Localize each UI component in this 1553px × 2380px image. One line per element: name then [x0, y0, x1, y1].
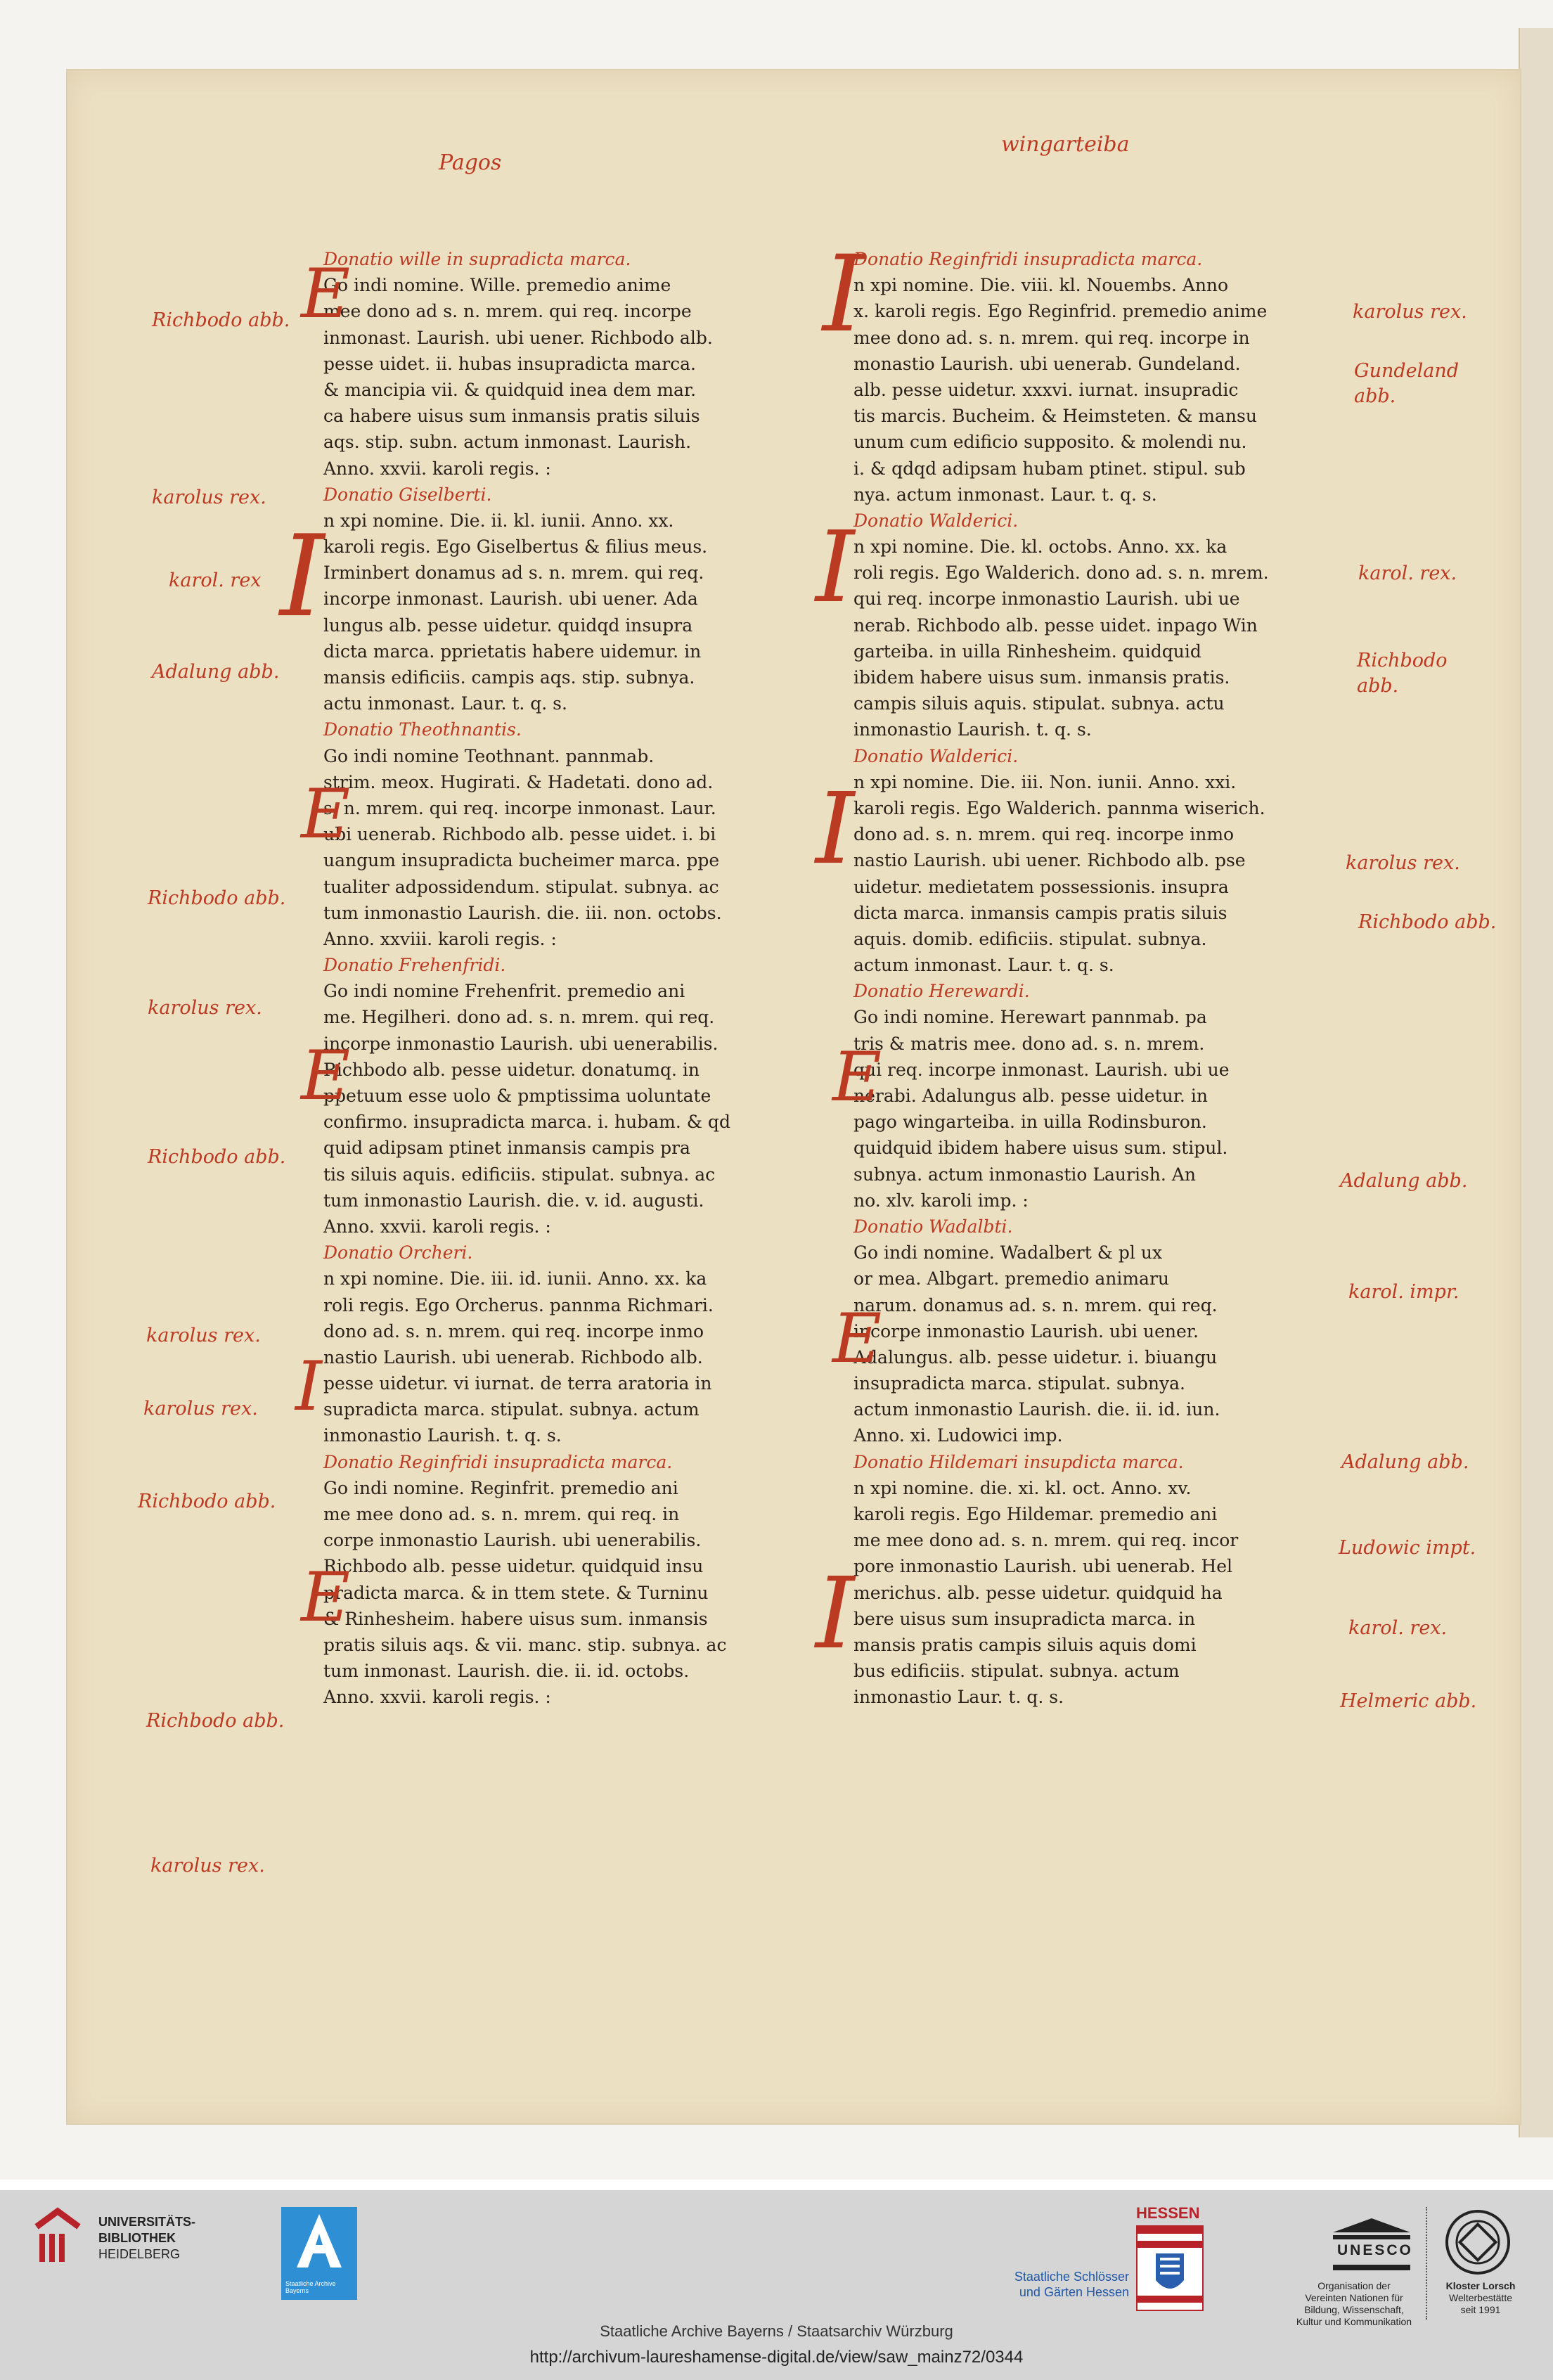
- initial-letter: E: [301, 775, 351, 854]
- margin-note: karol. rex.: [1358, 562, 1457, 584]
- text-line: i. & qdqd adipsam hubam ptinet. stipul. sub: [853, 458, 1246, 479]
- text-line: insupradicta marca. stipulat. subnya.: [853, 1373, 1185, 1394]
- text-line: Go indi nomine Frehenfrit. premedio ani: [323, 981, 685, 1002]
- charter-entry: [323, 1240, 730, 1449]
- initial-letter: E: [832, 1299, 882, 1378]
- text-line: bere uisus sum insupradicta marca. in: [853, 1608, 1196, 1629]
- text-line: karoli regis. Ego Giselbertus & filius meus.: [323, 536, 708, 558]
- text-line: incorpe inmonastio Laurish. ubi uenerabilis.: [323, 1033, 718, 1054]
- text-line: tis marcis. Bucheim. & Heimsteten. & mansu: [853, 406, 1257, 427]
- text-line: & mancipia vii. & quidquid inea dem mar.: [323, 379, 697, 400]
- text-line: uidetur. medietatem possessionis. insupra: [853, 876, 1229, 897]
- margin-note: Richbodo abb.: [1358, 911, 1497, 933]
- margin-note: Richbodo abb.: [138, 1491, 276, 1512]
- lorsch-line: Kloster Lorsch: [1445, 2280, 1516, 2291]
- text-line: mansis edificiis. campis aqs. stip. subnya.: [323, 667, 695, 688]
- next-page-edge: [1519, 28, 1553, 2137]
- charter-rubric: Donatio Hildemari insupdicta marca.: [853, 1451, 1184, 1472]
- charter-rubric: Donatio Frehenfridi.: [323, 955, 506, 976]
- text-line: inmonastio Laur. t. q. s.: [853, 1687, 1064, 1708]
- unesco-label: [1284, 2280, 1424, 2328]
- text-line: quid adipsam ptinet inmansis campis pra: [323, 1138, 690, 1159]
- margin-note: karol. rex.: [1348, 1617, 1448, 1639]
- hessen-label: [984, 2269, 1129, 2300]
- charter-entry: [853, 1449, 1269, 1711]
- text-line: unum cum edificio supposito. & molendi nu.: [853, 432, 1247, 453]
- text-line: garteiba. in uilla Rinhesheim. quidquid: [853, 641, 1201, 662]
- text-line: supradicta marca. stipulat. subnya. actum: [323, 1399, 700, 1420]
- text-line: quidquid ibidem habere uisus sum. stipul.: [853, 1138, 1228, 1159]
- margin-note: karol. rex: [169, 570, 262, 591]
- text-line: qui req. incorpe inmonastio Laurish. ubi ue: [853, 588, 1240, 610]
- text-line: me. Hegilheri. dono ad. s. n. mrem. qui req.: [323, 1007, 715, 1028]
- margin-note: Adalung abb.: [1340, 1170, 1468, 1192]
- text-line: actum inmonast. Laur. t. q. s.: [853, 955, 1114, 976]
- charter-rubric: Donatio Walderici.: [853, 510, 1019, 531]
- text-line: actum inmonastio Laurish. die. ii. id. iun.: [853, 1399, 1220, 1420]
- text-line: incorpe inmonast. Laurish. ubi uener. Ada: [323, 588, 698, 610]
- margin-note: Adalung abb.: [152, 661, 280, 683]
- initial-letter: E: [301, 255, 351, 333]
- text-line: ca habere uisus sum inmansis pratis siluis: [323, 406, 700, 427]
- text-line: lungus alb. pesse uidetur. quidqd insupra: [323, 615, 693, 636]
- text-line: incorpe inmonastio Laurish. ubi uener.: [853, 1320, 1199, 1342]
- text-line: ibidem habere uisus sum. inmansis pratis.: [853, 667, 1230, 688]
- text-line: mansis pratis campis siluis aquis domi: [853, 1634, 1197, 1655]
- text-line: tum inmonastio Laurish. die. iii. non. octobs.: [323, 902, 722, 923]
- text-line: narum. donamus ad. s. n. mrem. qui req.: [853, 1294, 1218, 1316]
- initial-letter: I: [816, 1557, 855, 1671]
- text-line: karoli regis. Ego Walderich. pannma wiserich.: [853, 797, 1265, 818]
- initial-letter: I: [823, 233, 865, 356]
- lorsch-line: seit 1991: [1460, 2304, 1501, 2315]
- text-line: roli regis. Ego Walderich. dono ad. s. n. mrem.: [853, 562, 1269, 584]
- text-line: Go indi nomine. Reginfrit. premedio ani: [323, 1477, 678, 1498]
- initial-letter: E: [832, 1038, 882, 1117]
- margin-note: karolus rex.: [1353, 301, 1467, 323]
- initial-letter: I: [280, 510, 325, 642]
- footer-bar: [0, 2190, 1553, 2380]
- hessen-title: HESSEN: [1136, 2204, 1200, 2222]
- text-line: Anno. xxviii. karoli regis. :: [323, 928, 557, 949]
- ub-heidelberg-label: [98, 2214, 195, 2263]
- text-line: n xpi nomine. Die. viii. kl. Nouembs. Anno: [853, 275, 1229, 296]
- text-line: dono ad. s. n. mrem. qui req. incorpe inmo: [323, 1320, 704, 1342]
- charter-rubric: Donatio Walderici.: [853, 745, 1019, 766]
- text-line: confirmo. insupradicta marca. i. hubam. & qd: [323, 1112, 730, 1133]
- text-line: qui req. incorpe inmonast. Laurish. ubi ue: [853, 1059, 1230, 1080]
- text-line: nastio Laurish. ubi uenerab. Richbodo alb.: [323, 1346, 703, 1368]
- world-heritage-emblem-icon[interactable]: [1444, 2208, 1512, 2276]
- unesco-temple-icon[interactable]: [1327, 2215, 1416, 2275]
- charter-entry: [323, 246, 730, 482]
- margin-note: karolus rex.: [148, 997, 262, 1019]
- text-line: pore inmonastio Laurish. ubi uenerab. Hel: [853, 1556, 1233, 1577]
- staatliche-archive-bayerns-logo[interactable]: [281, 2207, 357, 2300]
- text-line: merichus. alb. pesse uidetur. quidquid ha: [853, 1582, 1223, 1603]
- text-line: pesse uidet. ii. hubas insupradicta marca.: [323, 353, 697, 374]
- text-line: n xpi nomine. Die. kl. octobs. Anno. xx. ka: [853, 536, 1227, 558]
- text-line: Go indi nomine. Wille. premedio anime: [323, 275, 671, 296]
- text-line: n xpi nomine. Die. iii. id. iunii. Anno. xx. ka: [323, 1268, 707, 1289]
- margin-note: Richbodo abb.: [152, 309, 290, 331]
- text-line: tum inmonast. Laurish. die. ii. id. octobs.: [323, 1661, 690, 1682]
- margin-note: karolus rex.: [150, 1855, 265, 1877]
- margin-note: Adalung abb.: [1341, 1451, 1469, 1473]
- charter-rubric: Donatio Orcheri.: [323, 1242, 473, 1263]
- charter-entry: [323, 716, 730, 952]
- text-line: Irminbert donamus ad s. n. mrem. qui req.: [323, 562, 704, 584]
- text-line: Anno. xxvii. karoli regis. :: [323, 1216, 551, 1237]
- archive-a-icon: [281, 2207, 357, 2275]
- margin-note: Richbodo abb.: [146, 1710, 285, 1732]
- text-line: inmonastio Laurish. t. q. s.: [853, 719, 1092, 740]
- manuscript-page: [66, 69, 1521, 2125]
- text-line: uangum insupradicta bucheimer marca. ppe: [323, 850, 720, 871]
- ub-line: BIBLIOTHEK: [98, 2231, 176, 2245]
- text-line: x. karoli regis. Ego Reginfrid. premedio anime: [853, 301, 1268, 322]
- charter-rubric: Donatio Giselberti.: [323, 484, 492, 505]
- initial-letter: E: [301, 1036, 351, 1115]
- text-line: nya. actum inmonast. Laur. t. q. s.: [853, 484, 1157, 505]
- text-line: n xpi nomine. die. xi. kl. oct. Anno. xv.: [853, 1477, 1192, 1498]
- heading-pagos: Pagos: [439, 150, 502, 175]
- text-line: inmonast. Laurish. ubi uener. Richbodo alb.: [323, 327, 713, 348]
- charter-rubric: Donatio Herewardi.: [853, 981, 1030, 1002]
- unesco-line: Organisation der: [1317, 2280, 1391, 2291]
- text-line: strim. meox. Hugirati. & Hadetati. dono ad.: [323, 771, 714, 792]
- hessen-coat-of-arms-icon[interactable]: [1136, 2225, 1204, 2311]
- charter-rubric: Donatio Reginfridi insupradicta marca.: [323, 1451, 673, 1472]
- text-line: me mee dono ad. s. n. mrem. qui req. incor: [853, 1530, 1239, 1551]
- text-line: or mea. Albgart. premedio animaru: [853, 1268, 1170, 1289]
- text-line: mee dono ad s. n. mrem. qui req. incorpe: [323, 301, 692, 322]
- charter-rubric: Donatio Theothnantis.: [323, 719, 522, 740]
- source-credit: Staatliche Archive Bayerns / Staatsarchiv Würzburg: [600, 2322, 953, 2340]
- unesco-line: Kultur und Kommunikation: [1296, 2316, 1412, 2327]
- margin-note: Richbodo abb.: [1357, 650, 1448, 697]
- margin-note: karolus rex.: [1346, 852, 1460, 874]
- text-line: tum inmonastio Laurish. die. v. id. augusti.: [323, 1190, 704, 1211]
- text-line: pratis siluis aqs. & vii. manc. stip. subnya. ac: [323, 1634, 727, 1655]
- heading-wingarteiba: wingarteiba: [1001, 132, 1130, 157]
- text-line: corpe inmonastio Laurish. ubi uenerabilis.: [323, 1530, 702, 1551]
- charter-rubric: Donatio wille in supradicta marca.: [323, 249, 631, 269]
- margin-note: Gundeland abb.: [1354, 360, 1459, 407]
- column-left: [323, 246, 730, 1711]
- text-line: karoli regis. Ego Hildemar. premedio ani: [853, 1504, 1218, 1524]
- text-line: monastio Laurish. ubi uenerab. Gundeland.: [853, 353, 1241, 374]
- text-line: no. xlv. karoli imp. :: [853, 1190, 1029, 1211]
- margin-note: Helmeric abb.: [1340, 1690, 1477, 1712]
- text-line: bus edificiis. stipulat. subnya. actum: [853, 1661, 1180, 1682]
- text-line: campis siluis aquis. stipulat. subnya. actu: [853, 693, 1225, 714]
- unesco-line: Bildung, Wissenschaft,: [1304, 2304, 1404, 2315]
- ub-line: HEIDELBERG: [98, 2247, 181, 2261]
- margin-note: karolus rex.: [143, 1398, 258, 1420]
- text-line: dono ad. s. n. mrem. qui req. incorpe inmo: [853, 824, 1235, 845]
- text-line: Go indi nomine. Wadalbert & pl ux: [853, 1242, 1163, 1263]
- text-line: pago wingarteiba. in uilla Rodinsburon.: [853, 1112, 1207, 1133]
- margin-note: Richbodo abb.: [148, 1146, 286, 1168]
- text-line: nerab. Richbodo alb. pesse uidet. inpago Win: [853, 615, 1258, 636]
- text-line: Richbodo alb. pesse uidetur. quidquid insu: [323, 1556, 704, 1577]
- hessen-line: und Gärten Hessen: [1019, 2285, 1129, 2299]
- unesco-word: UNESCO: [1337, 2242, 1413, 2258]
- text-line: tualiter adpossidendum. stipulat. subnya. ac: [323, 876, 719, 897]
- text-line: Anno. xi. Ludowici imp.: [853, 1425, 1063, 1446]
- text-line: Richbodo alb. pesse uidetur. donatumq. in: [323, 1059, 700, 1080]
- permalink-url[interactable]: http://archivum-laureshamense-digital.de/view/saw_mainz72/0344: [529, 2348, 1024, 2367]
- bayern-caption: Staatliche Archive Bayerns: [285, 2280, 336, 2294]
- text-line: nastio Laurish. ubi uener. Richbodo alb. pse: [853, 850, 1246, 871]
- text-line: Anno. xxvii. karoli regis. :: [323, 458, 551, 479]
- initial-letter: I: [816, 772, 855, 887]
- charter-entry: [323, 952, 730, 1240]
- text-line: actu inmonast. Laur. t. q. s.: [323, 693, 567, 714]
- text-line: Go indi nomine. Herewart pannmab. pa: [853, 1007, 1207, 1028]
- text-line: n xpi nomine. Die. ii. kl. iunii. Anno. xx.: [323, 510, 674, 531]
- text-line: ppetuum esse uolo & pmptissima uoluntate: [323, 1086, 711, 1106]
- charter-entry: [323, 482, 730, 717]
- initial-letter: E: [301, 1558, 351, 1637]
- ub-heidelberg-logo-icon[interactable]: [31, 2206, 84, 2265]
- text-line: me mee dono ad. s. n. mrem. qui req. in: [323, 1504, 680, 1524]
- text-line: aquis. domib. edificiis. stipulat. subnya.: [853, 928, 1207, 949]
- margin-note: karolus rex.: [146, 1325, 261, 1346]
- text-line: dicta marca. pprietatis habere uidemur. in: [323, 641, 702, 662]
- charter-entry: [323, 1449, 730, 1711]
- text-line: roli regis. Ego Orcherus. pannma Richmari.: [323, 1294, 714, 1316]
- text-line: mee dono ad. s. n. mrem. qui req. incorpe in: [853, 327, 1250, 348]
- text-line: tris & matris mee. dono ad. s. n. mrem.: [853, 1033, 1205, 1054]
- text-line: pradicta marca. & in ttem stete. & Turninu: [323, 1582, 709, 1603]
- hessen-line: Staatliche Schlösser: [1014, 2270, 1129, 2284]
- text-line: ubi uenerab. Richbodo alb. pesse uidet. i. bi: [323, 824, 716, 845]
- logo-divider: [1426, 2207, 1427, 2320]
- text-line: Anno. xxvii. karoli regis. :: [323, 1687, 551, 1708]
- text-line: Adalungus. alb. pesse uidetur. i. biuangu: [853, 1346, 1218, 1368]
- text-line: s. n. mrem. qui req. incorpe inmonast. Laur.: [323, 797, 716, 818]
- charter-rubric: Donatio Reginfridi insupradicta marca.: [853, 249, 1203, 269]
- text-line: inmonastio Laurish. t. q. s.: [323, 1425, 562, 1446]
- text-line: alb. pesse uidetur. xxxvi. iurnat. insupradic: [853, 379, 1239, 400]
- unesco-line: Vereinten Nationen für: [1305, 2292, 1403, 2303]
- text-line: nerabi. Adalungus alb. pesse uidetur. in: [853, 1086, 1208, 1106]
- text-line: n xpi nomine. Die. iii. Non. iunii. Anno. xxi.: [853, 771, 1237, 792]
- charter-entry: [853, 1214, 1269, 1449]
- text-line: pesse uidetur. vi iurnat. de terra aratoria in: [323, 1373, 712, 1394]
- text-line: dicta marca. inmansis campis pratis siluis: [853, 902, 1227, 923]
- charter-entry: [853, 508, 1269, 743]
- initial-letter: I: [295, 1347, 322, 1426]
- margin-note: Ludowic impt.: [1339, 1537, 1476, 1559]
- text-line: & Rinhesheim. habere uisus sum. inmansis: [323, 1608, 708, 1629]
- charter-entry: [853, 743, 1269, 979]
- initial-letter: I: [816, 510, 855, 625]
- charter-entry: [853, 246, 1269, 508]
- charter-rubric: Donatio Wadalbti.: [853, 1216, 1013, 1237]
- text-line: Go indi nomine Teothnant. pannmab.: [323, 745, 655, 766]
- text-line: aqs. stip. subn. actum inmonast. Laurish.: [323, 432, 692, 453]
- margin-note: karolus rex.: [152, 487, 266, 508]
- text-line: tis siluis aquis. edificiis. stipulat. subnya. ac: [323, 1164, 716, 1185]
- charter-entry: [853, 978, 1269, 1214]
- ub-line: UNIVERSITÄTS-: [98, 2215, 196, 2229]
- column-right: [853, 246, 1269, 1711]
- margin-note: karol. impr.: [1348, 1281, 1459, 1303]
- text-line: subnya. actum inmonastio Laurish. An: [853, 1164, 1196, 1185]
- margin-note: Richbodo abb.: [148, 887, 286, 909]
- kloster-lorsch-label: [1438, 2280, 1523, 2316]
- lorsch-line: Welterbestätte: [1448, 2292, 1512, 2303]
